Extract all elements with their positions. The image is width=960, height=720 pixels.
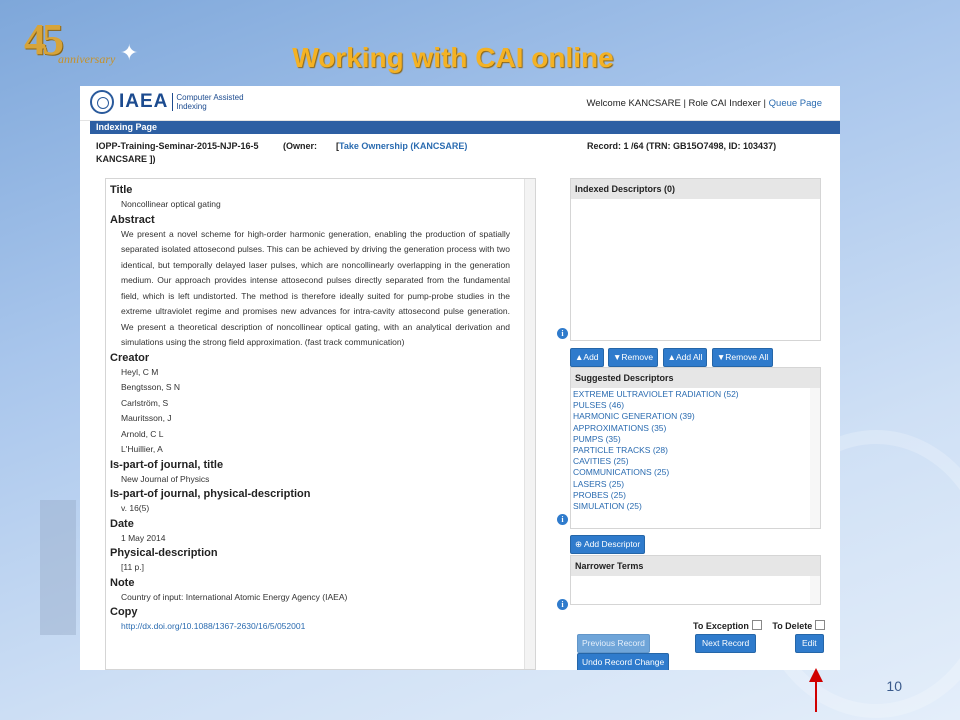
edit-button[interactable]: Edit <box>795 634 824 653</box>
info-icon[interactable]: i <box>557 328 568 339</box>
welcome-text: Welcome KANCSARE | Role CAI Indexer | <box>586 98 769 109</box>
info-icon[interactable]: i <box>557 514 568 525</box>
record-id-owner: KANCSARE ]) <box>96 154 156 164</box>
undo-record-change-button[interactable]: Undo Record Change <box>577 653 669 670</box>
take-ownership-link[interactable]: Take Ownership (KANCSARE) <box>339 141 468 151</box>
creator-item: Heyl, C M <box>121 366 159 377</box>
descriptor-actions <box>570 347 821 366</box>
info-icon[interactable]: i <box>557 599 568 610</box>
creator-item: Mauritsson, J <box>121 413 172 423</box>
indexed-descriptors-header: Indexed Descriptors (0) <box>571 179 820 199</box>
suggested-item[interactable]: PARTICLE TRACKS (28) <box>573 445 668 456</box>
background-block-decoration <box>40 500 76 635</box>
narrower-terms-box <box>570 555 821 605</box>
suggested-item[interactable]: SIMULATION (25) <box>573 501 642 512</box>
previous-record-button[interactable]: Previous Record <box>577 634 650 653</box>
journal-desc-heading: Is-part-of journal, physical-description <box>110 488 311 500</box>
suggested-item[interactable]: HARMONIC GENERATION (39) <box>573 411 695 422</box>
anniversary-word: anniversary <box>58 52 116 66</box>
exception-delete-row <box>693 620 825 631</box>
red-arrow-line <box>815 680 817 712</box>
add-descriptor-row <box>570 534 821 554</box>
take-ownership-wrap: [Take Ownership (KANCSARE) <box>336 141 468 151</box>
remove-button[interactable]: ▼Remove <box>608 348 658 367</box>
record-id: IOPP-Training-Seminar-2015-NJP-16-5 <box>96 141 259 151</box>
top-bar <box>80 86 840 121</box>
suggested-item[interactable]: APPROXIMATIONS (35) <box>573 422 667 433</box>
descriptor-column <box>570 178 821 605</box>
to-delete-label: To Delete <box>772 621 813 631</box>
to-exception-checkbox[interactable] <box>752 620 762 630</box>
owner-label: (Owner: <box>283 141 318 151</box>
creator-heading: Creator <box>110 351 150 364</box>
add-all-button[interactable]: ▲Add All <box>663 348 708 367</box>
metadata-scrollbar[interactable] <box>524 179 535 669</box>
creator-item: Arnold, C L <box>121 428 164 439</box>
abstract-heading: Abstract <box>110 213 155 226</box>
to-delete-checkbox[interactable] <box>815 620 825 630</box>
add-button[interactable]: ▲Add <box>570 348 604 367</box>
cai-app-screenshot <box>80 86 840 670</box>
doi-link[interactable]: http://dx.doi.org/10.1088/1367-2630/16/5/052001 <box>121 621 306 631</box>
to-exception-label: To Exception <box>693 621 749 631</box>
suggested-item[interactable]: LASERS (25) <box>573 478 625 489</box>
creator-item: Carlström, S <box>121 397 169 408</box>
title-heading: Title <box>110 184 133 196</box>
suggested-descriptors-box <box>570 367 821 529</box>
abstract-value: We present a novel scheme for high-order harmonic generation, enabling the production of spatially separated isolated attosecond pulses. This can be achieved by driving the generation process with two identical, but temporally delayed laser pulses, which are noncollinearly overlapping in the generation medium. Our approach provides intense attosecond pulses directly separated from the fundamental field, which is left undistorted. The method is therefore ideally suited for pump-probe studies in the extreme ultraviolet regime and promises new advances for intra-cavity attosecond pulse generation. We present a theoretical description of noncollinear optical gating, with an analytical derivation and simulations using the strong field approximation. (fast track communication) <box>121 228 510 347</box>
date-heading: Date <box>110 517 134 530</box>
narrower-terms-header: Narrower Terms <box>571 556 820 576</box>
suggested-scrollbar[interactable] <box>810 388 820 528</box>
metadata-panel[interactable] <box>105 178 536 670</box>
iaea-logo[interactable] <box>90 90 244 114</box>
narrower-scrollbar[interactable] <box>810 576 820 604</box>
suggested-item[interactable]: COMMUNICATIONS (25) <box>573 467 670 478</box>
next-record-button[interactable]: Next Record <box>695 634 756 653</box>
date-value: 1 May 2014 <box>121 532 166 543</box>
journal-title-value: New Journal of Physics <box>121 473 210 484</box>
creator-item: L'Huillier, A <box>121 444 163 454</box>
suggested-item[interactable]: EXTREME ULTRAVIOLET RADIATION (52) <box>573 389 739 399</box>
add-descriptor-button[interactable]: ⊕ Add Descriptor <box>570 535 645 554</box>
copy-heading: Copy <box>110 606 138 618</box>
suggested-item[interactable]: PROBES (25) <box>573 489 626 500</box>
globe-icon <box>90 90 114 114</box>
logo-subtitle: Computer Assisted Indexing <box>172 93 243 111</box>
remove-all-button[interactable]: ▼Remove All <box>712 348 773 367</box>
note-value: Country of input: International Atomic Energy Agency (IAEA) <box>121 591 348 602</box>
suggested-item[interactable]: PULSES (46) <box>573 400 625 411</box>
suggested-item[interactable]: PUMPS (35) <box>573 433 621 444</box>
suggested-item[interactable]: CAVITIES (25) <box>573 456 629 467</box>
note-heading: Note <box>110 576 135 589</box>
logo-text: IAEA <box>119 91 169 112</box>
physical-description-value: [11 p.] <box>121 562 144 572</box>
title-value: Noncollinear optical gating <box>121 199 221 209</box>
copy-value <box>110 619 518 635</box>
record-info <box>96 140 777 166</box>
journal-desc-value: v. 16(5) <box>121 503 150 513</box>
slide-title: Working with CAI online <box>292 42 614 73</box>
record-counter: Record: 1 /64 (TRN: GB15O7498, ID: 103437) <box>587 141 777 151</box>
indexing-page-bar: Indexing Page <box>90 121 840 134</box>
creator-item: Bengtsson, S N <box>121 382 181 392</box>
page-number: 10 <box>886 678 902 694</box>
anniversary-number: 45 <box>24 15 60 64</box>
queue-page-link[interactable]: Queue Page <box>768 98 822 109</box>
suggested-descriptors-header: Suggested Descriptors <box>571 368 820 388</box>
suggested-list <box>571 388 820 512</box>
welcome-bar <box>586 98 822 109</box>
physical-description-heading: Physical-description <box>110 547 218 559</box>
indexed-descriptors-box[interactable] <box>570 178 821 341</box>
star-icon: ✦ <box>120 40 139 65</box>
journal-title-heading: Is-part-of journal, title <box>110 458 224 471</box>
